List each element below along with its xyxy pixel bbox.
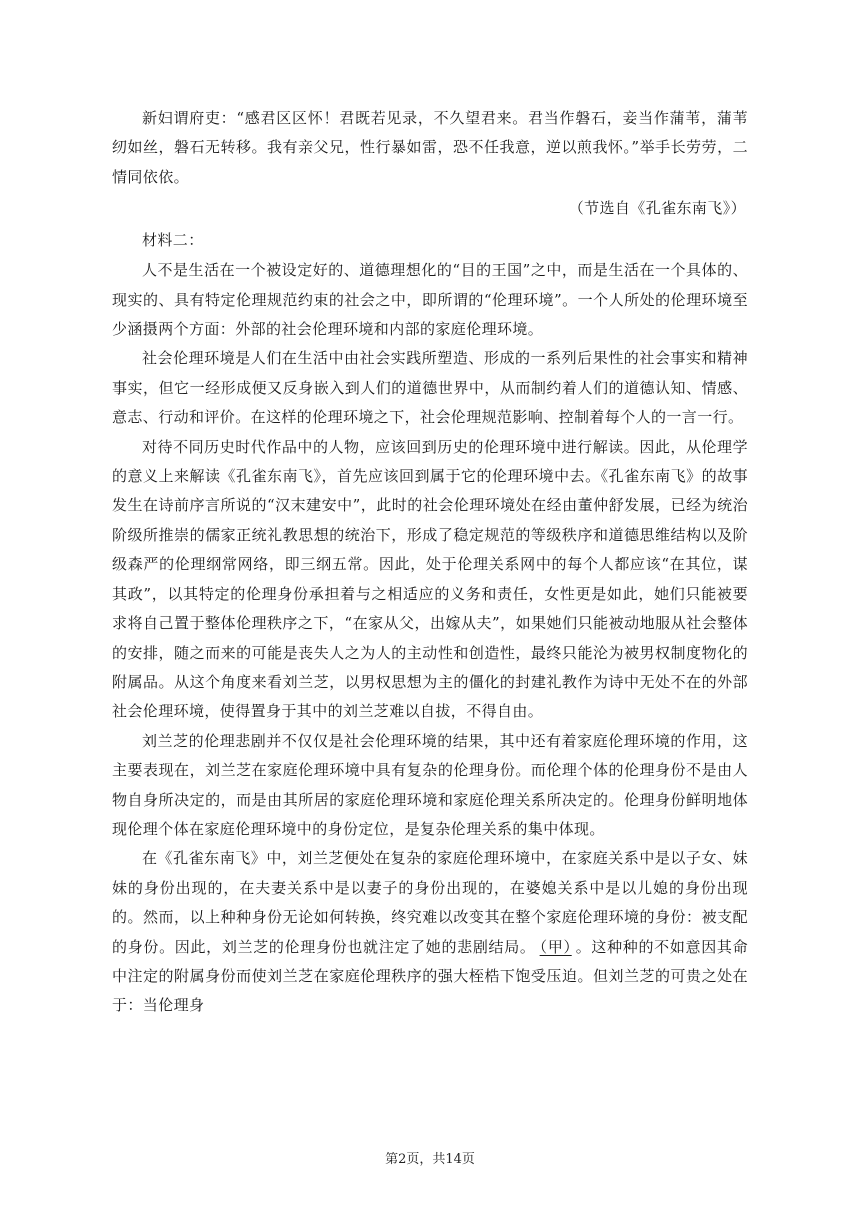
paragraph-5-before: 在《孔雀东南飞》中，刘兰芝便处在复杂的家庭伦理环境中，在家庭关系中是以子女、妹妹的身份出现的，在夫妻关系中是以妻子的身份出现的，在婆媳关系中是以儿媳的身份出现的。然而，以上种种身份无论如何转换，终究难以改变其在整个家庭伦理环境的身份：被支配的身份。因此，刘兰芝的伦理身份也就注定了她的悲剧结局。 — [112, 849, 748, 956]
document-body — [112, 104, 748, 1021]
paragraph-5-after: 。这种种的不如意因其命中注定的附属身份而使刘兰芝在家庭伦理秩序的强大桎梏下饱受压迫。但刘兰芝的可贵之处在于：当伦理身 — [112, 937, 748, 1015]
blank-jia: （甲） — [539, 937, 572, 956]
page-footer: 第2页，共14页 — [385, 1152, 475, 1167]
paragraph-3: 对待不同历史时代作品中的人物，应该回到历史的伦理环境中进行解读。因此，从伦理学的意义上来解读《孔雀东南飞》，首先应该回到属于它的伦理环境中去。《孔雀东南飞》的故事发生在诗前序言所说的“汉末建安中”，此时的社会伦理环境处在经由董仲舒发展，已经为统治阶级所推崇的儒家正统礼教思想的统治下，形成了稳定规范的等级秩序和道德思维结构以及阶级森严的伦理纲常网络，即三纲五常。因此，处于伦理关系网中的每个人都应该“在其位，谋其政”，以其特定的伦理身份承担着与之相适应的义务和责任，女性更是如此，她们只能被要求将自己置于整体伦理秩序之下，“在家从父，出嫁从夫”，如果她们只能被动地服从社会整体的安排，随之而来的可能是丧失人之为人的主动性和创造性，最终只能沦为被男权制度物化的附属品。从这个角度来看刘兰芝，以男权思想为主的僵化的封建礼教作为诗中无处不在的外部社会伦理环境，使得置身于其中的刘兰芝难以自拔，不得自由。 — [112, 437, 748, 721]
paragraph-5 — [112, 844, 748, 1020]
material-label: 材料二： — [142, 231, 204, 250]
paragraph-2: 社会伦理环境是人们在生活中由社会实践所塑造、形成的一系列后果性的社会事实和精神事实，但它一经形成便又反身嵌入到人们的道德世界中，从而制约着人们的道德认知、情感、意志、行动和评价。在这样的伦理环境之下，社会伦理规范影响、控制着每个人的一言一行。 — [112, 349, 748, 427]
poem-paragraph: 新妇谓府吏：“感君区区怀！君既若见录，不久望君来。君当作磐石，妾当作蒲苇，蒲苇纫如丝，磐石无转移。我有亲父兄，性行暴如雷，恐不任我意，逆以煎我怀。”举手长劳劳，二情同依依。 — [112, 109, 748, 186]
paragraph-4: 刘兰芝的伦理悲剧并不仅仅是社会伦理环境的结果，其中还有着家庭伦理环境的作用，这主要表现在，刘兰芝在家庭伦理环境中具有复杂的伦理身份。而伦理个体的伦理身份不是由人物自身所决定的，而是由其所居的家庭伦理环境和家庭伦理关系所决定的。伦理身份鲜明地体现伦理个体在家庭伦理环境中的身份定位，是复杂伦理关系的集中体现。 — [112, 731, 748, 838]
paragraph-1: 人不是生活在一个被设定好的、道德理想化的“目的王国”之中，而是生活在一个具体的、现实的、具有特定伦理规范约束的社会之中，即所谓的“伦理环境”。一个人所处的伦理环境至少涵摄两个方面：外部的社会伦理环境和内部的家庭伦理环境。 — [112, 261, 748, 339]
poem-source: （节选自《孔雀东南飞》） — [568, 199, 746, 218]
